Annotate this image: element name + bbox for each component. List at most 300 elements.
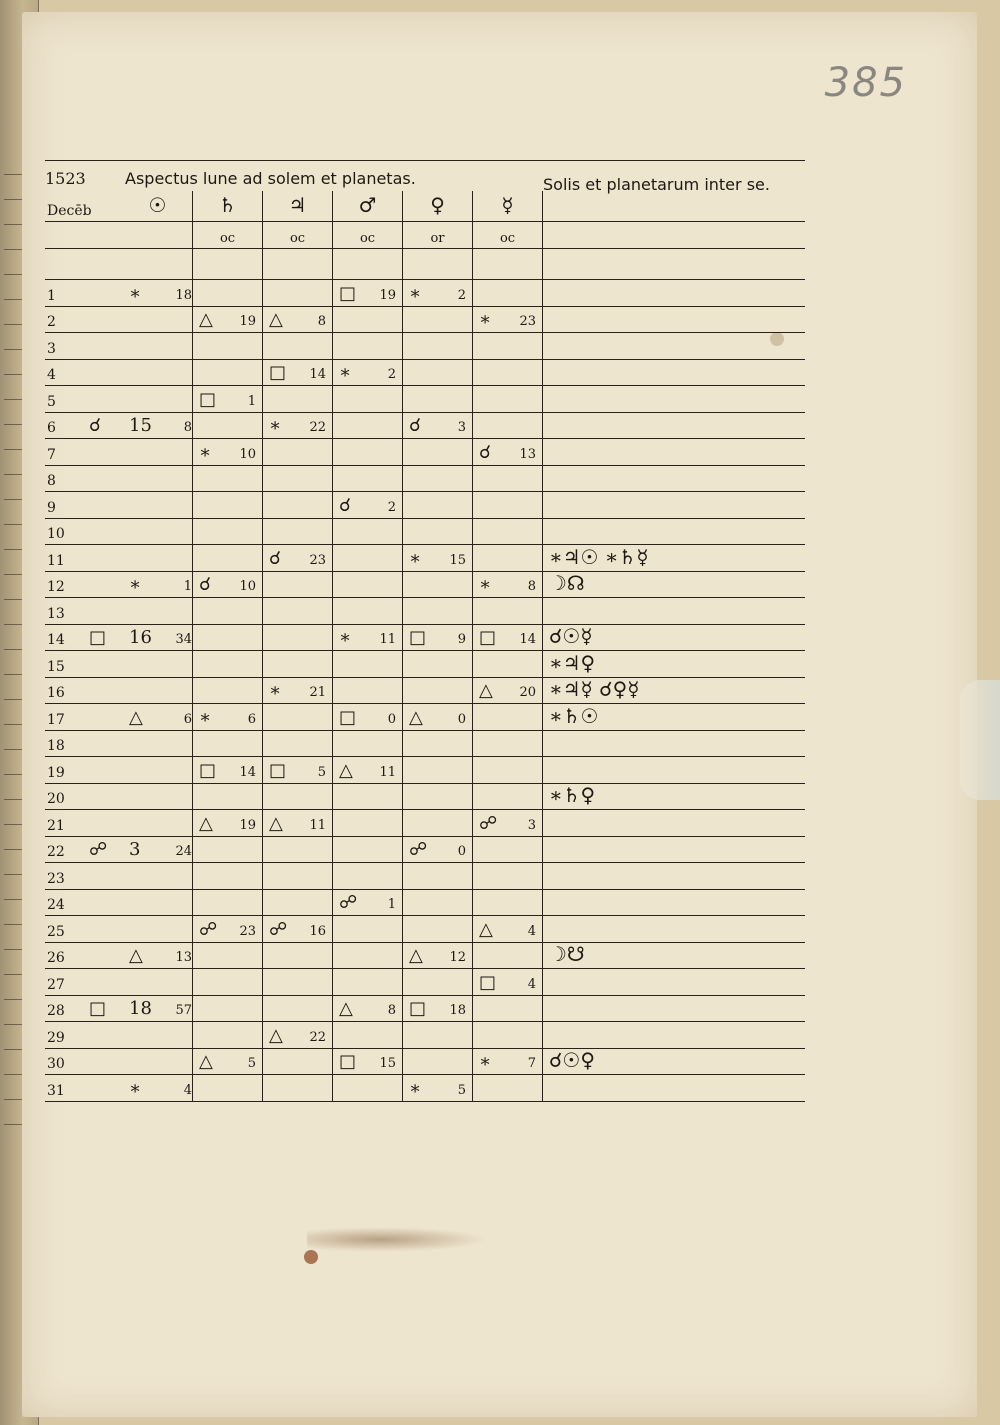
mutual-aspect-cell: ∗♄☉ — [549, 704, 599, 728]
day-number: 6 — [47, 420, 56, 436]
day-cell — [45, 280, 123, 306]
aspect-symbol: ∗ — [199, 706, 212, 728]
aspect-symbol: □ — [339, 1051, 357, 1072]
aspect-cell — [193, 678, 263, 704]
aspect-symbol: □ — [409, 627, 427, 648]
aspect-symbol: 3 — [129, 839, 141, 860]
aspect-cell — [263, 1049, 333, 1075]
aspect-value: 11 — [379, 632, 396, 647]
day-cell — [45, 651, 123, 677]
aspect-value: 13 — [519, 446, 536, 462]
aspect-cell — [263, 969, 333, 995]
aspect-value: 22 — [309, 420, 326, 435]
aspect-cell — [403, 916, 473, 942]
mutual-aspect-cell — [543, 307, 788, 333]
aspect-cell — [333, 360, 403, 386]
aspect-value: 18 — [175, 287, 192, 303]
aspect-cell — [123, 704, 193, 730]
aspect-value: 24 — [175, 844, 192, 859]
aspect-symbol: △ — [269, 309, 283, 330]
mutual-aspect-cell — [543, 519, 788, 545]
aspect-cell — [263, 545, 333, 571]
aspect-cell — [123, 969, 193, 995]
aspect-cell — [473, 863, 543, 889]
title-mutual-aspects: Solis et planetarum inter se. — [543, 175, 770, 194]
day-number: 20 — [47, 791, 65, 807]
aspect-symbol: ☌ — [339, 494, 352, 516]
table-row — [45, 386, 805, 413]
aspect-cell — [403, 439, 473, 465]
aspect-cell — [403, 757, 473, 783]
aspect-value: 6 — [183, 711, 192, 727]
aspect-cell — [473, 413, 543, 439]
aspect-cell — [473, 492, 543, 518]
aspect-cell — [263, 572, 333, 598]
day-cell — [45, 1075, 123, 1101]
aspect-cell — [123, 439, 193, 465]
aspect-cell — [473, 360, 543, 386]
day-number: 23 — [47, 870, 65, 887]
day-cell — [45, 307, 123, 333]
mutual-aspect-cell: ∗♃♀ — [549, 651, 596, 675]
table-row — [45, 810, 805, 837]
aspect-cell — [123, 360, 193, 386]
table-row — [45, 625, 805, 652]
aspect-cell — [403, 651, 473, 677]
aspect-cell — [333, 916, 403, 942]
aspect-value: 6 — [247, 711, 256, 727]
aspect-symbol: ☍ — [269, 918, 288, 940]
day-cell — [45, 333, 123, 359]
aspect-cell — [333, 704, 403, 730]
aspect-cell — [403, 625, 473, 651]
aspect-cell — [473, 386, 543, 412]
aspect-value: 1 — [247, 393, 256, 409]
aspect-symbol: □ — [339, 706, 357, 728]
aspect-symbol: ☍ — [409, 839, 428, 860]
table-row — [45, 572, 805, 599]
aspect-cell — [333, 863, 403, 889]
folio-number: 385 — [824, 60, 907, 106]
sun-aspect-symbol: □ — [89, 998, 107, 1019]
aspect-symbol: □ — [339, 282, 357, 304]
day-number: 7 — [47, 446, 56, 463]
aspect-cell — [403, 784, 473, 810]
mutual-aspect-cell — [543, 810, 788, 836]
aspect-cell — [193, 598, 263, 624]
day-number: 9 — [47, 499, 56, 516]
table-row — [45, 598, 805, 625]
header-saturn: ♄ — [193, 191, 263, 221]
aspect-cell — [193, 413, 263, 439]
aspect-cell — [333, 280, 403, 306]
aspect-cell — [403, 572, 473, 598]
aspect-cell — [333, 1022, 403, 1048]
aspect-cell — [123, 757, 193, 783]
table-row — [45, 916, 805, 943]
motion-label: oc — [333, 222, 403, 248]
day-cell — [45, 625, 123, 651]
day-number: 31 — [47, 1082, 65, 1099]
aspect-symbol: ∗ — [479, 309, 492, 330]
aspect-symbol: □ — [269, 759, 287, 781]
aspect-cell — [263, 943, 333, 969]
aspect-symbol: △ — [339, 759, 353, 781]
aspect-cell — [473, 598, 543, 624]
day-number: 16 — [47, 685, 65, 701]
aspect-cell — [263, 704, 333, 730]
sun-aspect-symbol: ☌ — [89, 415, 102, 436]
aspect-cell — [123, 1049, 193, 1075]
aspect-value: 14 — [309, 367, 326, 382]
aspect-cell — [263, 1022, 333, 1048]
aspect-cell — [473, 572, 543, 598]
motion-label — [123, 222, 193, 248]
mutual-aspect-cell — [543, 1075, 788, 1101]
aspect-cell — [403, 969, 473, 995]
aspect-cell — [403, 333, 473, 359]
mutual-aspect-cell — [543, 360, 788, 386]
table-row — [45, 837, 805, 864]
aspect-cell — [123, 731, 193, 757]
aspect-symbol: ∗ — [479, 574, 492, 595]
aspect-symbol: ∗ — [339, 362, 352, 383]
aspect-cell — [263, 678, 333, 704]
aspect-symbol: ☍ — [199, 918, 218, 940]
table-row — [45, 784, 805, 811]
spacer-row — [45, 249, 805, 280]
aspect-symbol: □ — [479, 971, 497, 993]
day-cell — [45, 413, 123, 439]
day-number: 2 — [47, 314, 56, 330]
sun-aspect-symbol: □ — [89, 627, 107, 648]
aspect-cell — [473, 466, 543, 492]
aspect-cell — [403, 996, 473, 1022]
aspect-symbol: 16 — [129, 627, 152, 648]
aspect-cell — [263, 757, 333, 783]
day-cell — [45, 863, 123, 889]
aspect-value: 5 — [457, 1082, 466, 1098]
aspect-symbol: ∗ — [409, 282, 422, 304]
day-cell — [45, 916, 123, 942]
day-number: 19 — [47, 764, 65, 781]
day-number: 27 — [47, 976, 65, 993]
aspect-cell — [403, 545, 473, 571]
aspect-value: 11 — [309, 817, 326, 833]
aspect-cell — [333, 943, 403, 969]
aspect-cell — [403, 280, 473, 306]
aspect-cell — [193, 625, 263, 651]
table-row — [45, 439, 805, 466]
day-number: 13 — [47, 605, 65, 622]
aspect-cell — [473, 280, 543, 306]
aspect-value: 0 — [457, 844, 466, 859]
aspect-cell — [403, 519, 473, 545]
aspect-value: 23 — [519, 314, 536, 329]
table-row — [45, 1049, 805, 1076]
day-number: 10 — [47, 526, 65, 542]
aspect-cell — [123, 837, 193, 863]
mutual-aspect-cell — [543, 492, 788, 518]
aspect-cell — [123, 519, 193, 545]
aspect-cell — [193, 1022, 263, 1048]
aspect-cell — [333, 413, 403, 439]
mutual-aspect-cell — [543, 1022, 788, 1048]
paper-stain-dot — [304, 1250, 318, 1264]
motion-label: or — [403, 222, 473, 248]
day-number: 5 — [47, 393, 56, 410]
aspect-symbol: 15 — [129, 415, 152, 436]
aspect-cell — [333, 784, 403, 810]
aspect-cell — [123, 625, 193, 651]
aspect-symbol: ☌ — [199, 574, 212, 595]
aspect-cell — [123, 333, 193, 359]
mutual-aspect-cell: ∗♃☿ ☌♀☿ — [549, 677, 640, 701]
header-mercury: ☿ — [473, 191, 543, 221]
mutual-aspect-cell — [543, 386, 788, 412]
aspect-cell — [333, 890, 403, 916]
aspect-value: 16 — [309, 923, 326, 939]
aspect-value: 18 — [449, 1003, 466, 1018]
table-row — [45, 280, 805, 307]
aspect-cell — [473, 651, 543, 677]
aspect-symbol: △ — [339, 998, 353, 1019]
aspect-cell — [403, 1049, 473, 1075]
mutual-aspect-cell: ☌☉☿ — [549, 624, 593, 648]
aspect-value: 1 — [387, 897, 396, 912]
table-year: 1523 — [45, 169, 86, 188]
mutual-aspect-cell — [543, 439, 788, 465]
aspect-value: 5 — [317, 764, 326, 780]
aspect-cell — [263, 996, 333, 1022]
aspect-value: 15 — [449, 552, 466, 568]
aspect-cell — [263, 863, 333, 889]
aspect-cell — [333, 810, 403, 836]
aspect-value: 10 — [239, 579, 256, 594]
day-number: 30 — [47, 1056, 65, 1072]
day-cell — [45, 572, 123, 598]
aspect-cell — [403, 1075, 473, 1101]
day-cell — [45, 837, 123, 863]
aspect-value: 0 — [457, 711, 466, 727]
aspect-cell — [193, 280, 263, 306]
header-mars: ♂ — [333, 191, 403, 221]
aspect-cell — [193, 386, 263, 412]
aspect-cell — [333, 307, 403, 333]
aspect-cell — [333, 598, 403, 624]
aspect-cell — [123, 413, 193, 439]
aspect-cell — [403, 360, 473, 386]
aspect-cell — [193, 731, 263, 757]
header-sun: ☉ — [123, 191, 193, 221]
aspect-cell — [263, 598, 333, 624]
table-row — [45, 863, 805, 890]
aspect-value: 14 — [239, 764, 256, 780]
table-row — [45, 731, 805, 758]
aspect-cell — [193, 651, 263, 677]
table-row — [45, 492, 805, 519]
aspect-cell — [473, 943, 543, 969]
aspect-cell — [193, 307, 263, 333]
mutual-aspect-cell: ☽☋ — [549, 942, 585, 966]
table-row — [45, 757, 805, 784]
aspect-cell — [123, 307, 193, 333]
aspect-value: 19 — [379, 287, 396, 303]
aspect-cell — [193, 466, 263, 492]
motion-header-row — [45, 222, 805, 249]
day-number: 24 — [47, 897, 65, 913]
aspect-cell — [263, 466, 333, 492]
table-row — [45, 996, 805, 1023]
aspect-symbol: ∗ — [269, 415, 282, 436]
aspect-cell — [473, 1022, 543, 1048]
aspect-cell — [123, 598, 193, 624]
aspect-cell — [193, 916, 263, 942]
aspect-cell — [123, 810, 193, 836]
aspect-value: 12 — [449, 950, 466, 965]
aspect-cell — [263, 307, 333, 333]
table-row — [45, 704, 805, 731]
day-cell — [45, 466, 123, 492]
mutual-aspect-cell — [543, 757, 788, 783]
day-number: 22 — [47, 844, 65, 860]
aspect-symbol: □ — [479, 627, 497, 648]
aspect-cell — [403, 1022, 473, 1048]
aspect-cell — [263, 837, 333, 863]
table-row — [45, 943, 805, 970]
table-row — [45, 545, 805, 572]
aspect-value: 5 — [247, 1056, 256, 1071]
aspect-symbol: 18 — [129, 998, 152, 1019]
day-cell — [45, 890, 123, 916]
aspect-cell — [403, 837, 473, 863]
day-cell — [45, 969, 123, 995]
day-cell — [45, 360, 123, 386]
table-row — [45, 360, 805, 387]
aspect-symbol: ∗ — [409, 547, 422, 569]
aspect-cell — [473, 916, 543, 942]
aspect-cell — [123, 280, 193, 306]
aspect-cell — [473, 784, 543, 810]
aspect-cell — [473, 519, 543, 545]
aspect-cell — [403, 678, 473, 704]
aspect-symbol: ∗ — [479, 1051, 492, 1072]
aspect-cell — [333, 572, 403, 598]
day-number: 12 — [47, 579, 65, 595]
aspect-cell — [333, 731, 403, 757]
aspect-cell — [193, 969, 263, 995]
table-row — [45, 466, 805, 493]
aspect-cell — [123, 1075, 193, 1101]
aspect-cell — [263, 731, 333, 757]
aspect-cell — [473, 625, 543, 651]
aspect-cell — [403, 810, 473, 836]
aspect-cell — [403, 386, 473, 412]
aspect-cell — [123, 784, 193, 810]
table-row — [45, 307, 805, 334]
aspect-symbol: □ — [199, 388, 217, 410]
aspect-cell — [403, 598, 473, 624]
day-cell — [45, 439, 123, 465]
aspect-cell — [193, 757, 263, 783]
day-number: 18 — [47, 738, 65, 754]
aspect-cell — [263, 439, 333, 465]
aspect-cell — [263, 519, 333, 545]
day-cell — [45, 784, 123, 810]
aspect-symbol: ☌ — [269, 547, 282, 569]
aspect-cell — [333, 625, 403, 651]
aspect-value: 23 — [239, 923, 256, 939]
aspect-symbol: △ — [409, 945, 423, 966]
day-cell — [45, 943, 123, 969]
aspect-symbol: ☌ — [409, 415, 422, 436]
aspect-value: 19 — [239, 817, 256, 833]
header-jupiter: ♃ — [263, 191, 333, 221]
aspect-value: 2 — [457, 287, 466, 303]
day-cell — [45, 678, 123, 704]
aspect-value: 13 — [175, 950, 192, 965]
aspect-cell — [193, 492, 263, 518]
aspect-cell — [193, 333, 263, 359]
aspect-value: 4 — [527, 923, 536, 939]
aspect-cell — [193, 572, 263, 598]
aspect-value: 15 — [379, 1056, 396, 1071]
aspect-cell — [333, 1049, 403, 1075]
aspect-cell — [123, 890, 193, 916]
day-cell — [45, 731, 123, 757]
day-number: 25 — [47, 923, 65, 940]
motion-label: oc — [473, 222, 543, 248]
day-number: 17 — [47, 711, 65, 728]
aspect-value: 14 — [519, 632, 536, 647]
aspect-value: 3 — [527, 817, 536, 833]
aspect-symbol: △ — [269, 1024, 283, 1046]
motion-label: oc — [263, 222, 333, 248]
aspect-symbol: ∗ — [199, 441, 212, 463]
aspect-cell — [403, 890, 473, 916]
aspect-cell — [123, 678, 193, 704]
header-venus: ♀ — [403, 191, 473, 221]
motion-label: oc — [193, 222, 263, 248]
aspect-cell — [193, 360, 263, 386]
aspect-cell — [193, 704, 263, 730]
aspect-cell — [193, 890, 263, 916]
day-cell — [45, 757, 123, 783]
aspect-cell — [123, 943, 193, 969]
day-cell — [45, 1022, 123, 1048]
aspect-cell — [333, 545, 403, 571]
day-number: 28 — [47, 1003, 65, 1019]
day-number: 1 — [47, 287, 56, 304]
aspect-cell — [123, 545, 193, 571]
aspect-cell — [263, 386, 333, 412]
aspect-cell — [333, 1075, 403, 1101]
aspect-value: 9 — [457, 632, 466, 647]
aspect-cell — [403, 731, 473, 757]
aspect-cell — [333, 757, 403, 783]
aspect-cell — [473, 678, 543, 704]
aspect-value: 19 — [239, 314, 256, 329]
aspect-cell — [263, 280, 333, 306]
mutual-aspect-cell: ∗♄♀ — [549, 783, 596, 807]
aspect-symbol: ∗ — [129, 574, 142, 595]
mutual-aspect-cell — [543, 916, 788, 942]
aspect-cell — [473, 810, 543, 836]
aspect-cell — [123, 996, 193, 1022]
aspect-cell — [263, 333, 333, 359]
aspect-value: 2 — [387, 499, 396, 515]
aspect-symbol: ☍ — [479, 812, 498, 834]
